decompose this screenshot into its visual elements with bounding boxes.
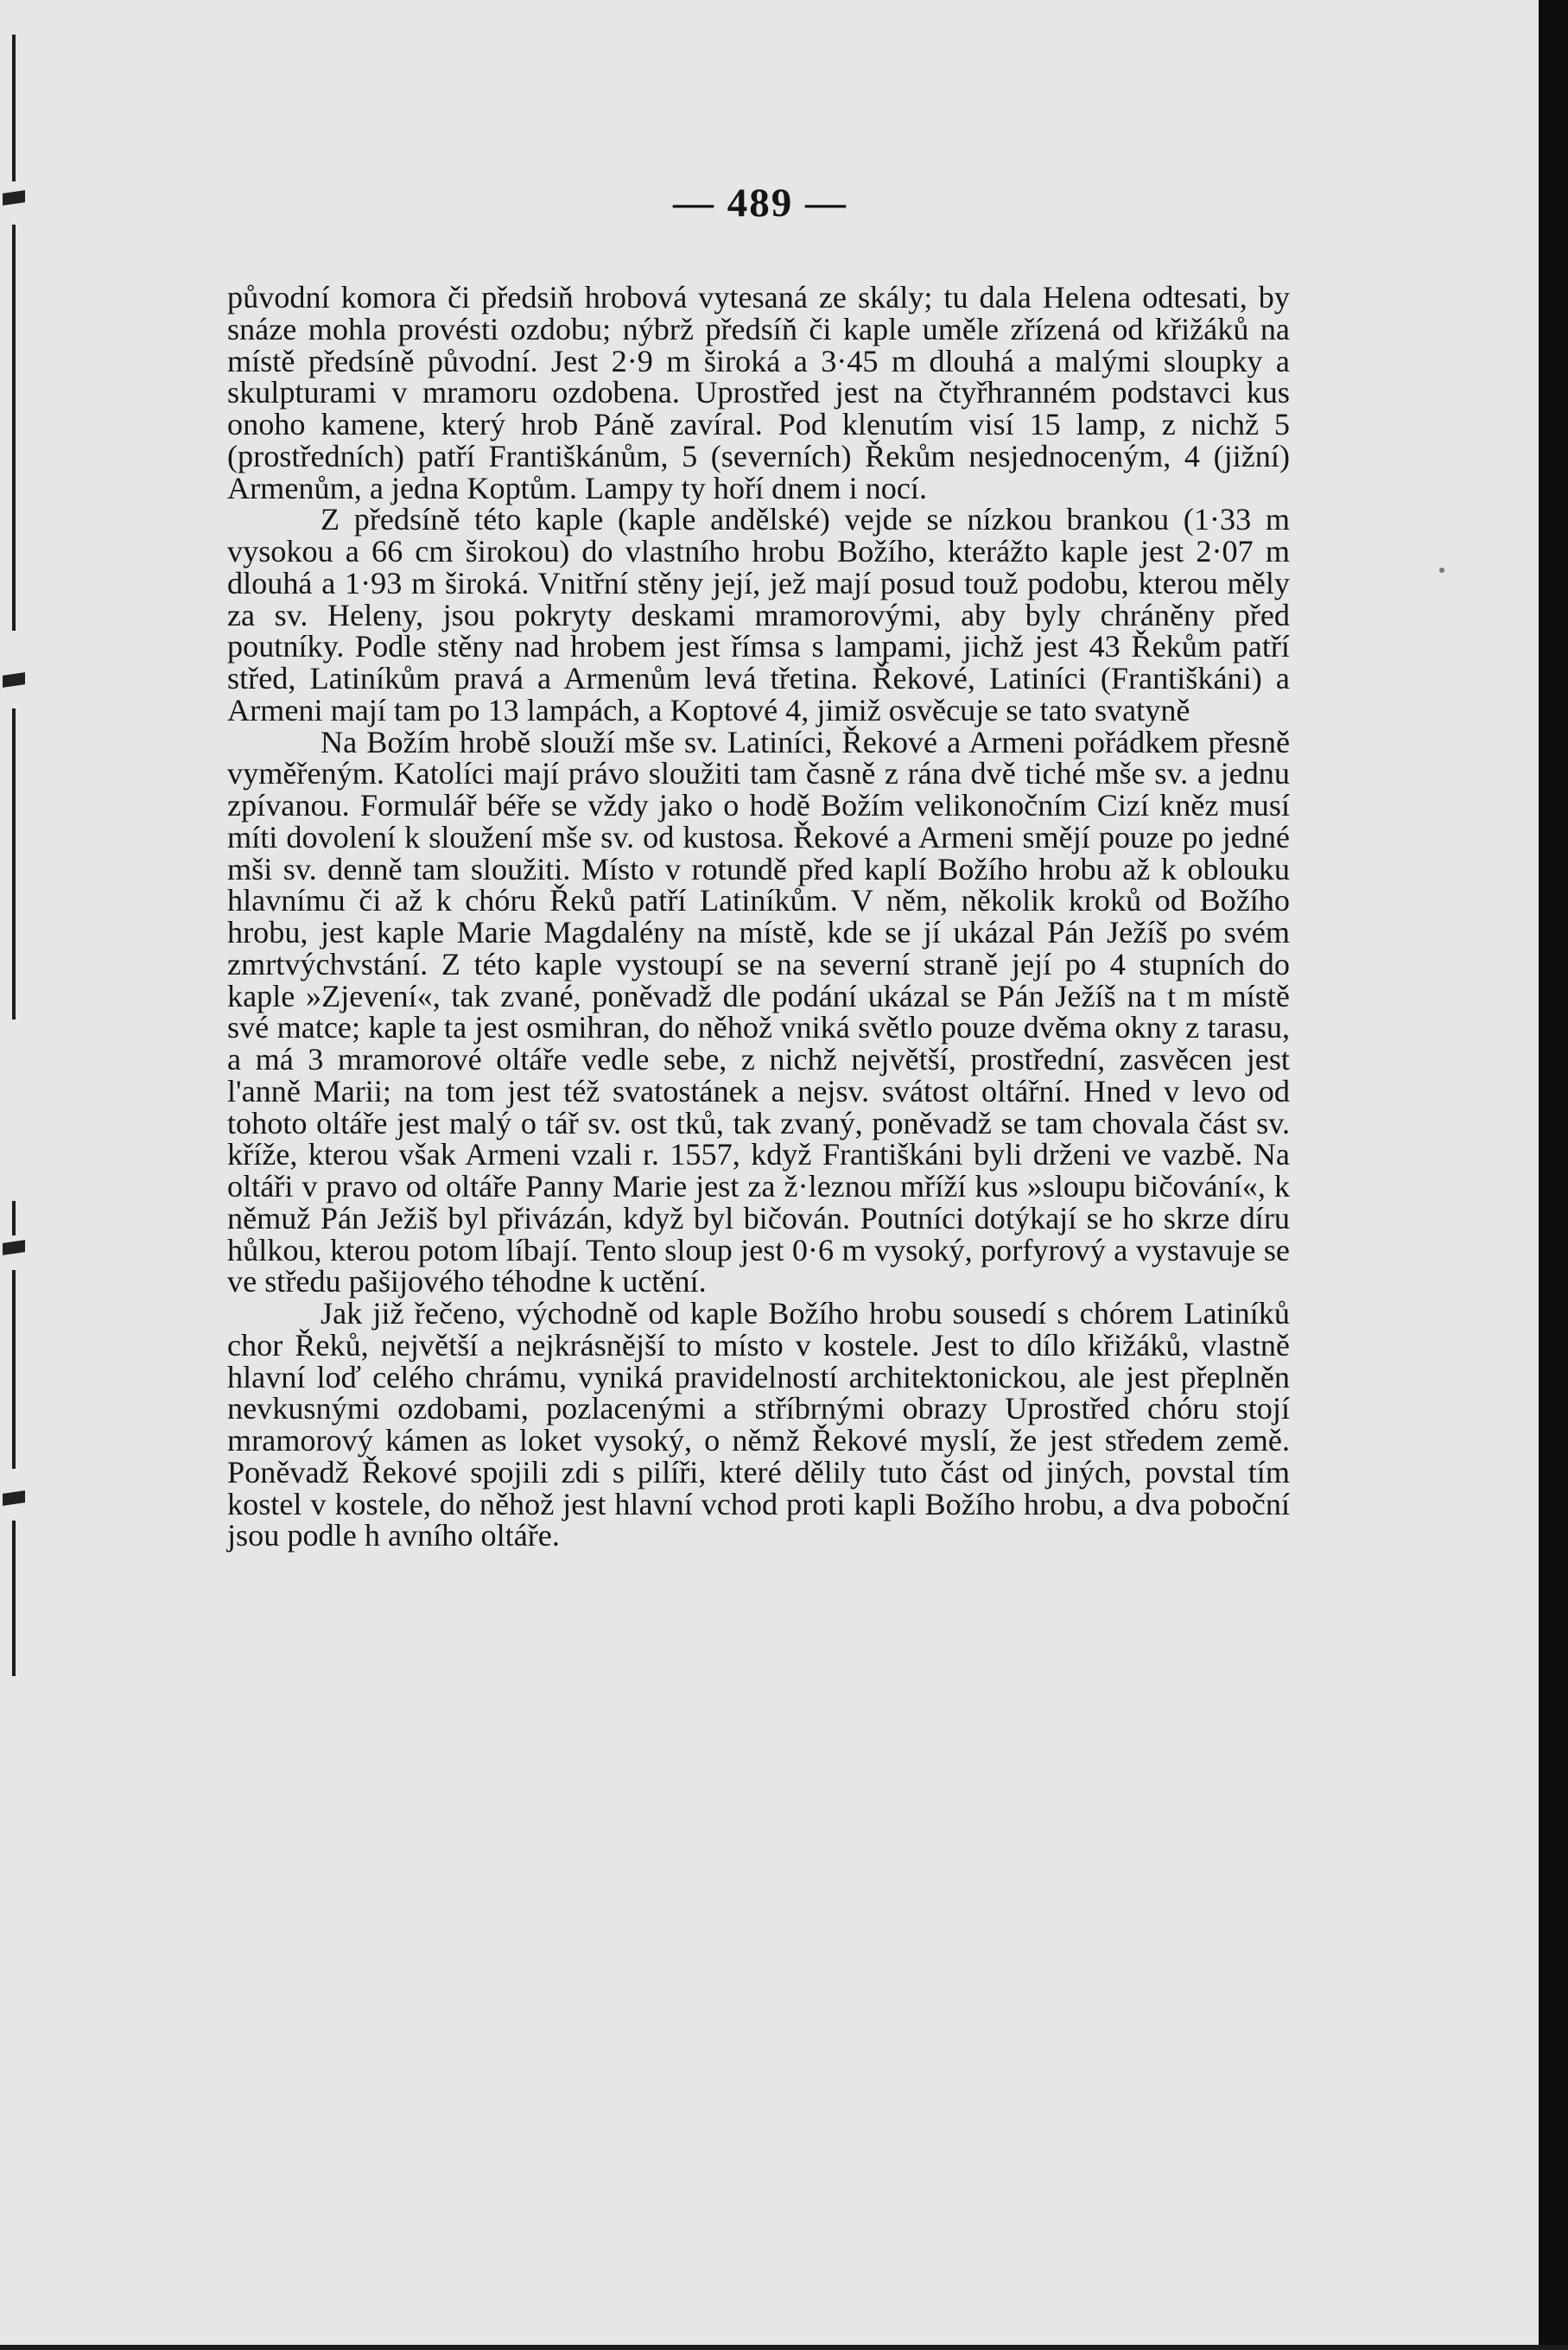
paragraph: původní komora či předsiň hrobová vytesaná ze skály; tu dala Helena odtesati, by snáze mohla provésti ozdobu; nýbrž předsíň či kaple uměle zřízená od křižáků na místě předsíně původní. Jest 2·9 m široká a 3·45 m dlouhá a malými sloupky a skulpturami v mramoru ozdobena. Uprostřed jest na čtyřhranném podstavci kus onoho kamene, který hrob Páně zavíral. Pod klenutím visí 15 lamp, z nichž 5 (prostředních) patří Františkánům, 5 (severních) Řekům nesjednoceným, 4 (jižní) Armenům, a jedna Koptům. Lampy ty hoří dnem i nocí. [227, 280, 1290, 505]
binding-line [12, 708, 16, 1019]
paragraph: Z předsíně této kaple (kaple andělské) vejde se nízkou brankou (1·33 m vysokou a 66 cm širokou) do vlastního hrobu Božího, kterážto kaple jest 2·07 m dlouhá a 1·93 m široká. Vnitřní stěny její, jež mají posud touž podobu, kterou měly za sv. Heleny, jsou pokryty deskami mramorovými, aby byly chráněny před poutníky. Podle stěny nad hrobem jest římsa s lampami, jichž jest 43 Řekům patří střed, Latiníkům pravá a Armenům levá třetina. Řekové, Latiníci (Františkáni) a Armeni mají tam po 13 lampách, a Koptové 4, jimiž osvěcuje se tato svatyně [227, 502, 1290, 727]
page-number: — 489 — [673, 181, 847, 225]
binding-line [12, 1521, 16, 1676]
paragraph: Na Božím hrobě slouží mše sv. Latiníci, Řekové a Armeni pořádkem přesně vyměřeným. Katolíci mají právo sloužiti tam časně z rána dvě tiché mše sv. a jednu zpívanou. Formulář béře se vždy jako o hodě Božím velikonočním Cizí kněz musí míti dovolení k sloužení mše sv. od kustosa. Řekové a Armeni smějí pouze po jedné mši sv. denně tam sloužiti. Místo v rotundě před kaplí Božího hrobu až k oblouku hlavnímu či až k chóru Řeků patří Latiníkům. V něm, několik kroků od Božího hrobu, jest kaple Marie Magdalény na místě, kde se jí ukázal Pán Ježíš po svém zmrtvýchvstání. Z této kaple vystoupí se na severní straně její po 4 stupních do kaple »Zjevení«, tak zvané, poněvadž dle podání ukázal se Pán Ježíš na t m místě své matce; kaple ta jest osmihran, do něhož vniká světlo pouze dvěma okny z tarasu, a má 3 mramorové oltáře vedle sebe, z nichž největší, prostřední, zasvěcen jest l'anně Marii; na tom jest též svatostánek a nejsv. svátost oltářní. Hned v levo od tohoto oltáře jest malý o tář sv. ost tků, tak zvaný, poněvadž se tam chovala část sv. kříže, kterou však Armeni vzali r. 1557, když Františkáni byli drženi ve vazbě. Na oltáři v pravo od oltáře Panny Marie jest za ž·leznou mříží kus »sloupu bičování«, k němuž Pán Ježiš byl přivázán, když byl bičován. Poutníci dotýkají se ho skrze díru hůlkou, kterou potom líbají. Tento sloup jest 0·6 m vysoký, porfyrový a vystavuje se ve středu pašijového téhodne k uctění. [227, 724, 1290, 1299]
body-text [227, 282, 1290, 1552]
paragraph: Jak již řečeno, východně od kaple Božího hrobu sousedí s chórem Latiníků chor Řeků, největší a nejkrásnější to místo v kostele. Jest to dílo křižáků, vlastně hlavní loď celého chrámu, vyniká pravidelností architektonickou, ale jest přeplněn nevkusnými ozdobami, pozlacenými a stříbrnými obrazy Uprostřed chóru stojí mramorový kámen as loket vysoký, o němž Řekové myslí, že jest středem země. Poněvadž Řekové spojili zdi s pilíři, které dělily tuto část od jiných, povstal tím kostel v kostele, do něhož jest hlavní vchod proti kapli Božího hrobu, a dva poboční jsou podle h avního oltáře. [227, 1296, 1290, 1553]
scan-bottom-shadow [0, 2345, 1568, 2350]
binding-line [12, 1201, 16, 1235]
scan-edge-shadow [1539, 0, 1568, 2350]
binding-line [12, 1270, 16, 1469]
binding-mark [3, 1240, 25, 1255]
scan-speck [1439, 568, 1444, 573]
binding-line [12, 225, 16, 631]
binding-mark [3, 1490, 25, 1506]
binding-line [12, 35, 16, 181]
binding-mark [3, 672, 25, 688]
